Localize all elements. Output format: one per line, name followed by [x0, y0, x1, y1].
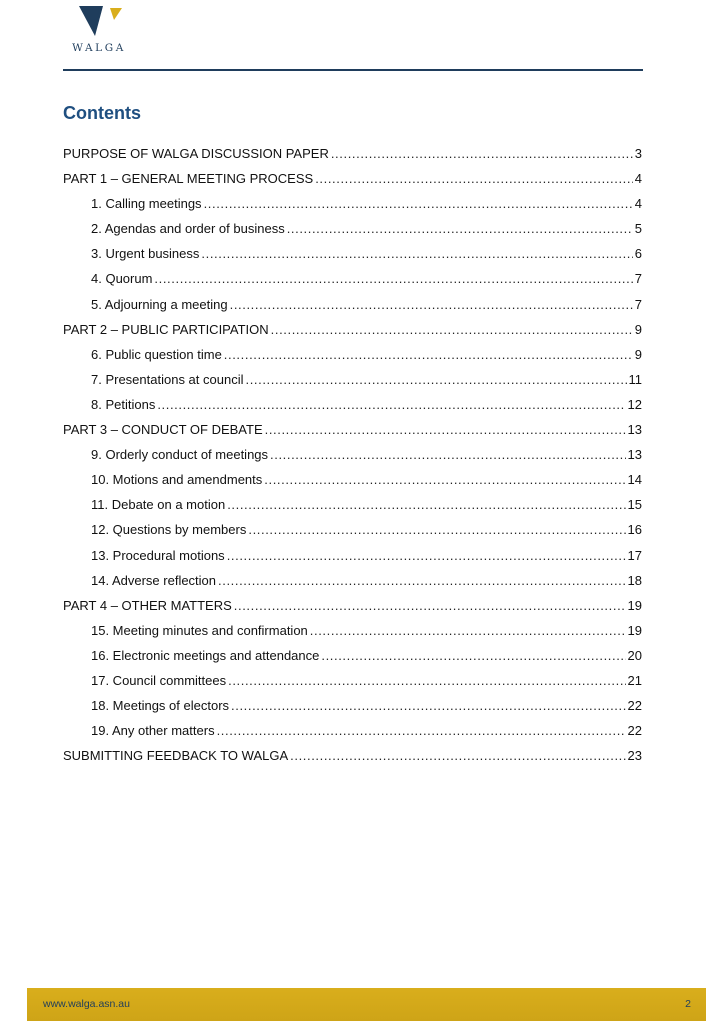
- toc-entry-title: PART 4 – OTHER MATTERS: [63, 597, 232, 613]
- toc-entry-title: PART 2 – PUBLIC PARTICIPATION: [63, 321, 269, 337]
- toc-entry-sub[interactable]: [63, 668, 642, 693]
- toc-entry[interactable]: [63, 593, 642, 618]
- toc-entry[interactable]: [63, 317, 642, 342]
- toc-dot-leader: [265, 417, 626, 442]
- toc-entry-page: 14: [627, 472, 642, 488]
- toc-entry[interactable]: [63, 141, 642, 166]
- toc-entry-page: 4: [634, 196, 642, 212]
- footer-url[interactable]: www.walga.asn.au: [43, 998, 130, 1010]
- toc-dot-leader: [290, 743, 625, 768]
- toc-entry-title: 4. Quorum: [91, 271, 153, 287]
- page-title: Contents: [63, 103, 141, 123]
- toc-entry-page: 13: [627, 447, 642, 463]
- toc-entry-page: 15: [627, 497, 642, 513]
- toc-entry-title: 8. Petitions: [91, 396, 156, 412]
- toc-dot-leader: [248, 517, 625, 542]
- toc-entry-sub[interactable]: [63, 517, 642, 542]
- toc-entry-page: 3: [634, 146, 642, 161]
- toc-entry-title: PART 3 – CONDUCT OF DEBATE: [63, 422, 263, 438]
- toc-entry-page: 17: [627, 547, 642, 563]
- toc-entry-sub[interactable]: [63, 367, 642, 392]
- toc-entry-page: 9: [634, 346, 642, 362]
- toc-dot-leader: [204, 191, 633, 216]
- toc-entry-sub[interactable]: [63, 342, 642, 367]
- toc-entry-sub[interactable]: [63, 241, 642, 266]
- toc-dot-leader: [234, 593, 626, 618]
- toc-entry-page: 12: [627, 396, 642, 412]
- toc-entry-title: PART 1 – GENERAL MEETING PROCESS: [63, 171, 314, 187]
- toc-dot-leader: [270, 442, 626, 467]
- toc-entry-sub[interactable]: [63, 216, 642, 241]
- toc-entry-page: 18: [627, 572, 642, 588]
- toc-entry-title: 3. Urgent business: [91, 246, 200, 262]
- toc-entry-page: 22: [627, 698, 642, 714]
- toc-entry[interactable]: [63, 417, 642, 442]
- toc-entry-sub[interactable]: [63, 266, 642, 291]
- table-of-contents: [63, 141, 642, 768]
- header-divider: [63, 69, 643, 71]
- toc-entry-title: 12. Questions by members: [91, 522, 247, 538]
- toc-dot-leader: [310, 618, 626, 643]
- toc-dot-leader: [157, 392, 625, 417]
- toc-entry-title: 18. Meetings of electors: [91, 698, 230, 714]
- toc-entry-sub[interactable]: [63, 492, 642, 517]
- toc-dot-leader: [224, 342, 633, 367]
- toc-dot-leader: [217, 718, 626, 743]
- toc-entry-page: 22: [627, 723, 642, 739]
- toc-entry-sub[interactable]: [63, 693, 642, 718]
- toc-entry-sub[interactable]: [63, 718, 642, 743]
- toc-dot-leader: [154, 266, 632, 291]
- toc-dot-leader: [321, 643, 625, 668]
- toc-entry-title: SUBMITTING FEEDBACK TO WALGA: [63, 748, 289, 764]
- toc-dot-leader: [227, 543, 626, 568]
- toc-entry-page: 11: [628, 371, 642, 387]
- toc-entry-title: 16. Electronic meetings and attendance: [91, 647, 320, 663]
- toc-dot-leader: [218, 568, 626, 593]
- toc-dot-leader: [230, 292, 633, 317]
- toc-entry-page: 20: [627, 647, 642, 663]
- toc-entry-title: 10. Motions and amendments: [91, 472, 263, 488]
- toc-entry-title: 19. Any other matters: [91, 723, 215, 739]
- toc-entry-page: 6: [634, 246, 642, 262]
- toc-entry-page: 5: [634, 221, 642, 237]
- toc-entry-title: 9. Orderly conduct of meetings: [91, 447, 269, 463]
- toc-entry[interactable]: [63, 743, 642, 768]
- toc-entry-title: 2. Agendas and order of business: [91, 221, 285, 237]
- toc-entry-page: 4: [634, 171, 642, 187]
- toc-dot-leader: [245, 367, 626, 392]
- toc-dot-leader: [271, 317, 633, 342]
- toc-entry-title: 14. Adverse reflection: [91, 572, 217, 588]
- toc-entry-sub[interactable]: [63, 543, 642, 568]
- footer-page-number: 2: [685, 998, 691, 1010]
- toc-dot-leader: [231, 693, 626, 718]
- toc-dot-leader: [287, 216, 633, 241]
- toc-entry-sub[interactable]: [63, 643, 642, 668]
- toc-entry-page: 19: [627, 597, 642, 613]
- toc-entry-sub[interactable]: [63, 392, 642, 417]
- toc-entry-page: 16: [627, 522, 642, 538]
- toc-entry-sub[interactable]: [63, 292, 642, 317]
- toc-entry-page: 9: [634, 321, 642, 337]
- toc-dot-leader: [264, 467, 625, 492]
- toc-entry-sub[interactable]: [63, 191, 642, 216]
- toc-entry-page: 21: [627, 672, 642, 688]
- toc-dot-leader: [228, 668, 625, 693]
- toc-entry-title: 11. Debate on a motion: [91, 497, 226, 513]
- toc-entry-title: 1. Calling meetings: [91, 196, 202, 212]
- toc-dot-leader: [331, 141, 633, 166]
- walga-logo: [66, 4, 132, 56]
- toc-entry-title: 5. Adjourning a meeting: [91, 296, 228, 312]
- footer-bar: [27, 988, 706, 1021]
- toc-entry-sub[interactable]: [63, 467, 642, 492]
- toc-entry-title: 7. Presentations at council: [91, 371, 244, 387]
- toc-dot-leader: [315, 166, 633, 191]
- toc-entry-page: 23: [627, 748, 642, 764]
- toc-entry-title: PURPOSE OF WALGA DISCUSSION PAPER: [63, 146, 329, 161]
- walga-logo-icon: [79, 6, 123, 40]
- toc-entry-title: 15. Meeting minutes and confirmation: [91, 622, 308, 638]
- toc-entry-page: 13: [627, 422, 642, 438]
- toc-entry-sub[interactable]: [63, 568, 642, 593]
- toc-entry-page: 7: [634, 296, 642, 312]
- toc-entry-title: 13. Procedural motions: [91, 547, 225, 563]
- toc-dot-leader: [227, 492, 625, 517]
- toc-entry-sub[interactable]: [63, 442, 642, 467]
- toc-entry-title: 6. Public question time: [91, 346, 222, 362]
- toc-dot-leader: [201, 241, 632, 266]
- toc-entry-sub[interactable]: [63, 618, 642, 643]
- toc-entry[interactable]: [63, 166, 642, 191]
- logo-text: WALGA: [72, 42, 126, 54]
- toc-entry-page: 19: [627, 622, 642, 638]
- toc-entry-page: 7: [634, 271, 642, 287]
- toc-entry-title: 17. Council committees: [91, 672, 227, 688]
